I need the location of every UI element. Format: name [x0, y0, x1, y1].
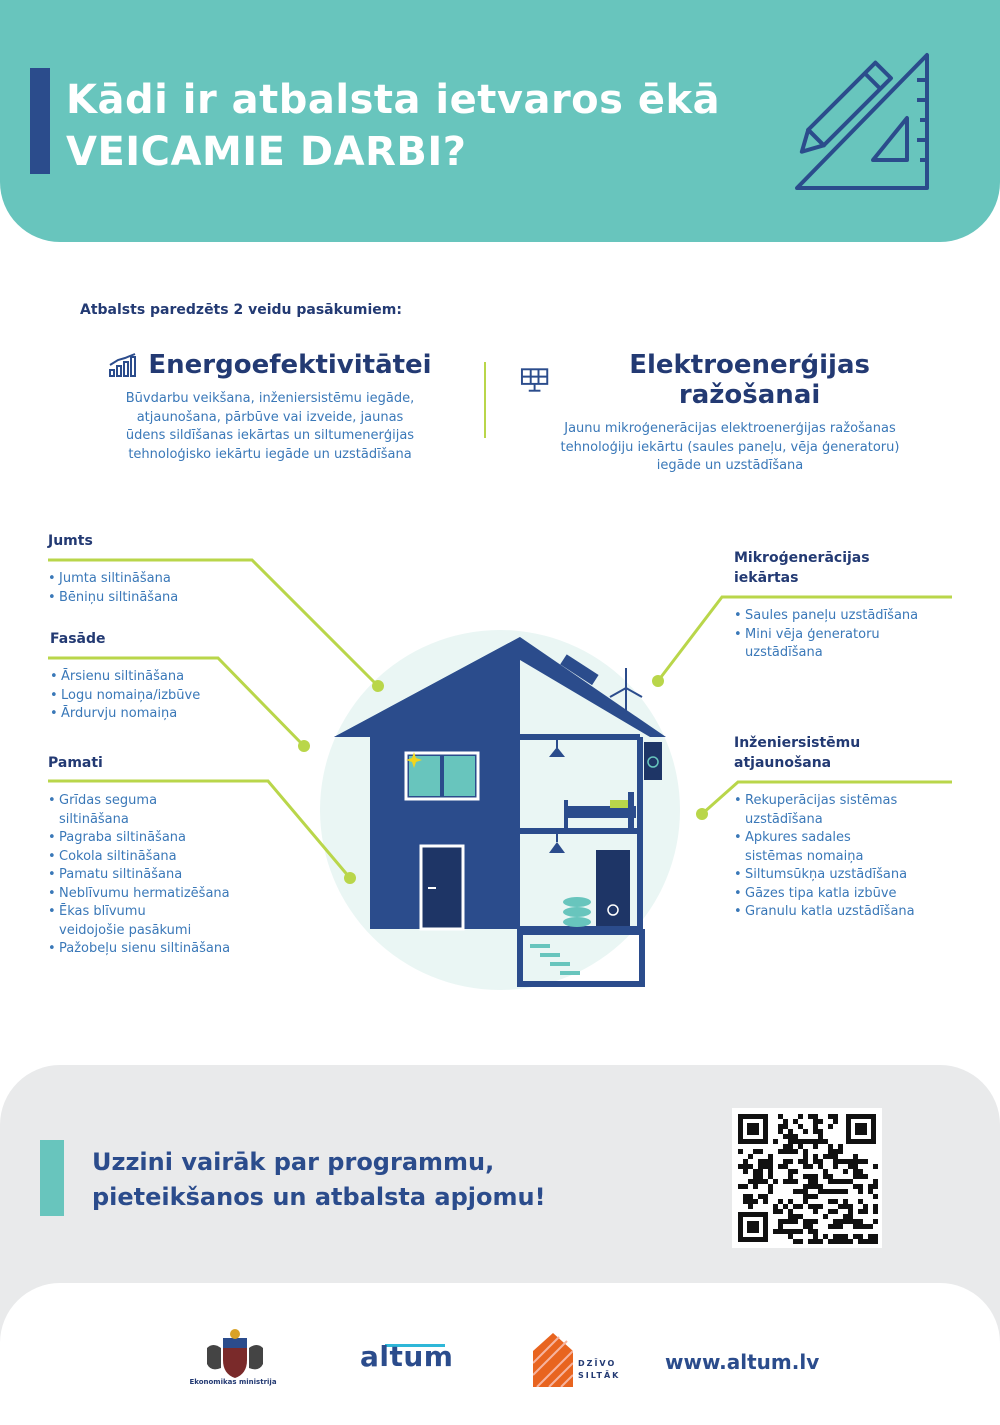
list-item: • Pagraba siltināšana [48, 829, 230, 848]
electricity-production-description [520, 420, 940, 476]
list-item: • Gāzes tipa katla izbūve [734, 885, 915, 904]
list-item: • Cokola siltināšana [48, 848, 230, 867]
description-line: tehnoloģiju iekārtu (saules paneļu, vēja ģeneratoru) [560, 439, 900, 455]
title-line-2: VEICAMIE DARBI? [66, 129, 467, 175]
fasade-list [50, 668, 200, 724]
jumts-title: Jumts [48, 533, 93, 549]
list-item: • Saules paneļu uzstādīšana [734, 607, 918, 626]
list-item: • Apkures sadales [734, 829, 915, 848]
connector-dot [344, 872, 356, 884]
list-item: • Logu nomaiņa/izbūve [50, 687, 200, 706]
logo-strip [0, 1283, 1000, 1425]
header-accent-bar [30, 68, 50, 174]
bar-chart-icon [108, 353, 138, 377]
jumts-list [48, 570, 178, 607]
description-line: ūdens sildīšanas iekārtas un siltumenerģijas [125, 428, 415, 443]
electricity-production-column [520, 350, 940, 476]
connector-dot [298, 740, 310, 752]
description-line: Jaunu mikroģenerācijas elektroenerģijas ražošanas [564, 421, 896, 436]
list-item: • Rekuperācijas sistēmas [734, 792, 915, 811]
list-item: • Pamatu siltināšana [48, 866, 230, 885]
description-line: Būvdarbu veikšana, inženiersistēmu iegāde, [125, 391, 415, 406]
website-link[interactable]: www.altum.lv [665, 1350, 820, 1374]
title-line-1: Kādi ir atbalsta ietvaros ēkā [66, 77, 721, 123]
mikro-list [734, 607, 918, 663]
cta-line: pieteikšanos un atbalsta apjomu! [92, 1183, 546, 1211]
inz-title-line: Inženiersistēmu [734, 735, 861, 751]
list-item: • Grīdas seguma [48, 792, 230, 811]
connector-dot [652, 675, 664, 687]
list-item-continued: uzstādīšana [745, 811, 823, 827]
column-divider [484, 362, 486, 438]
mikro-title [734, 548, 870, 588]
inz-title [734, 733, 860, 773]
description-line: tehnoloģisko iekārtu iegāde un uzstādīšana [128, 446, 412, 462]
footer-accent-bar [40, 1140, 64, 1216]
inz-list [734, 792, 915, 922]
list-item: • Jumta siltināšana [48, 570, 178, 589]
dzivo-siltak-logo-icon [533, 1333, 573, 1387]
energy-efficiency-title: Energoefektivitātei [148, 350, 432, 380]
mikro-title-line: Mikroģenerācijas [734, 550, 870, 566]
electricity-production-title: Elektroenerģijas ražošanai [629, 350, 870, 410]
wall-unit [644, 742, 662, 780]
description-line: iegāde un uzstādīšana [656, 458, 804, 473]
ministry-name: Ekonomikas ministrija [189, 1378, 277, 1386]
qr-code-icon[interactable] [732, 1108, 882, 1248]
list-item-continued: sistēmas nomaiņa [745, 848, 864, 864]
intro-text: Atbalsts paredzēts 2 veidu pasākumiem: [80, 302, 402, 318]
list-item-continued: siltināšana [59, 811, 129, 827]
fasade-title: Fasāde [50, 631, 106, 647]
connector-dot [696, 808, 708, 820]
list-item: • Pažobeļu sienu siltināšana [48, 940, 230, 959]
heat-exchanger [563, 897, 591, 927]
list-item: • Bēniņu siltināšana [48, 589, 178, 608]
list-item: • Neblīvumu hermatizēšana [48, 885, 230, 904]
footer-call-to-action [92, 1145, 546, 1215]
dzivo-siltak-text [578, 1358, 620, 1382]
solar-panel-icon [520, 367, 549, 393]
page-title [66, 74, 720, 178]
altum-logo: altum [360, 1340, 454, 1373]
list-item: • Ārdurvju nomaiņa [50, 705, 200, 724]
list-item: • Ēkas blīvumu [48, 903, 230, 922]
energy-efficiency-description [80, 390, 460, 464]
list-item: • Siltumsūkņa uzstādīšana [734, 866, 915, 885]
cta-line: Uzzini vairāk par programmu, [92, 1148, 495, 1176]
pamati-list [48, 792, 230, 959]
list-item-continued: veidojošie pasākumi [59, 922, 192, 938]
siltak-line: SILTĀK [578, 1371, 621, 1380]
dzivo-line: DZĪVO [578, 1359, 617, 1368]
mikro-title-line: iekārtas [734, 570, 799, 586]
list-item: • Mini vēja ģeneratoru [734, 626, 918, 645]
list-item: • Granulu katla uzstādīšana [734, 903, 915, 922]
inz-title-line: atjaunošana [734, 755, 832, 771]
pencil-triangle-ruler-icon [785, 50, 935, 195]
connector-dot [372, 680, 384, 692]
energy-efficiency-column [80, 350, 460, 464]
description-line: atjaunošana, pārbūve vai izveide, jaunas [136, 409, 404, 425]
pamati-title: Pamati [48, 755, 103, 771]
list-item: • Ārsienu siltināšana [50, 668, 200, 687]
list-item-continued: uzstādīšana [745, 645, 823, 660]
house-door [421, 846, 463, 929]
